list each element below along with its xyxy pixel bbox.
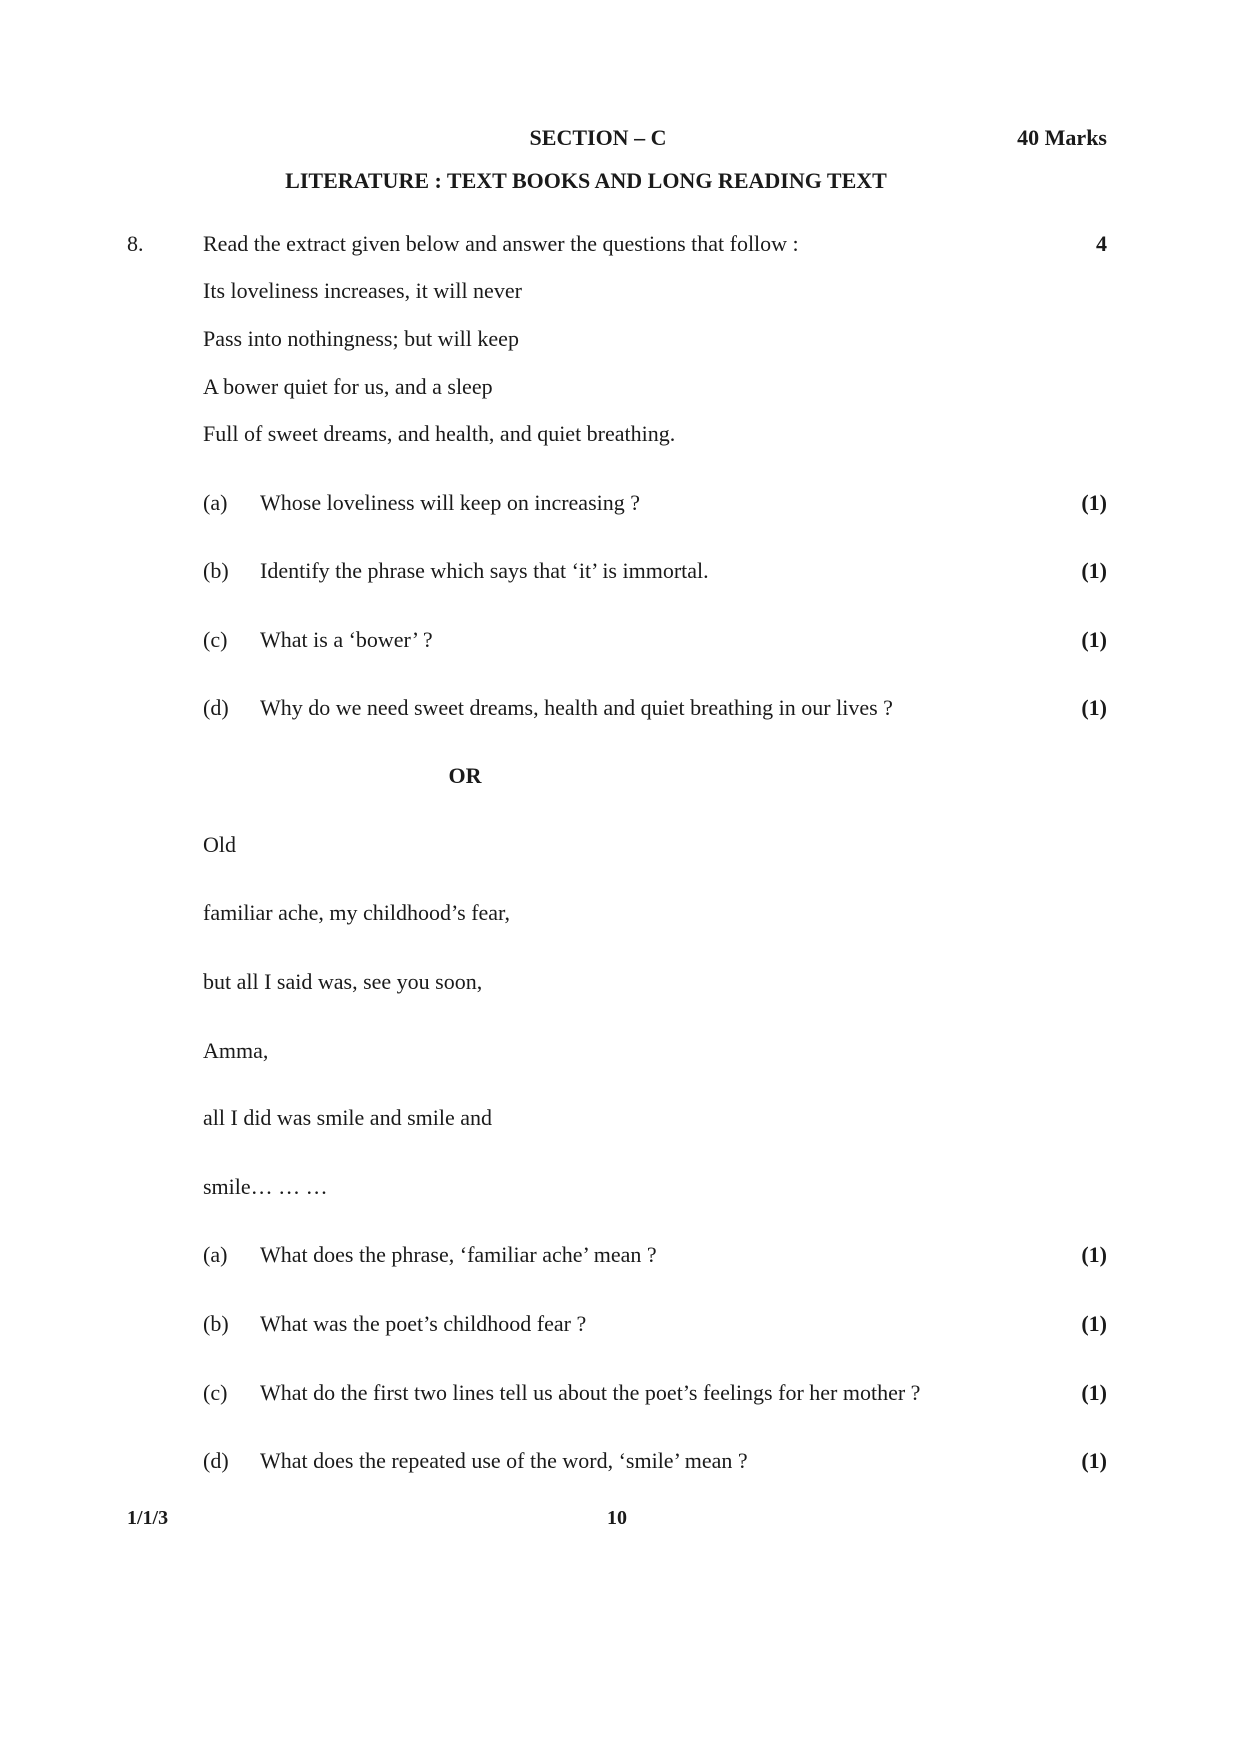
subquestion-label: (d) (203, 1448, 229, 1473)
extract2-line: smile… … … (203, 1174, 328, 1199)
subquestion-marks: (1) (1081, 1311, 1107, 1336)
subquestion-marks: (1) (1081, 1380, 1107, 1405)
page-number: 10 (607, 1507, 627, 1529)
section-marks: 40 Marks (1017, 125, 1107, 150)
subquestion-text: What does the phrase, ‘familiar ache’ mean ? (260, 1242, 657, 1267)
or-divider: OR (448, 763, 482, 788)
extract1-line: Pass into nothingness; but will keep (203, 326, 519, 351)
section-title: SECTION – C (529, 125, 667, 150)
subquestion-text: What was the poet’s childhood fear ? (260, 1311, 587, 1336)
subquestion-text: What does the repeated use of the word, ‘smile’ mean ? (260, 1448, 748, 1473)
subquestion-marks: (1) (1081, 1448, 1107, 1473)
subquestion-label: (c) (203, 627, 228, 652)
subquestion-label: (c) (203, 1380, 228, 1405)
subquestion-marks: (1) (1081, 1242, 1107, 1267)
subquestion-label: (d) (203, 695, 229, 720)
subquestion-text: Whose loveliness will keep on increasing ? (260, 490, 641, 515)
section-subtitle: LITERATURE : TEXT BOOKS AND LONG READING TEXT (285, 168, 887, 193)
subquestion-marks: (1) (1081, 627, 1107, 652)
subquestion-marks: (1) (1081, 490, 1107, 515)
subquestion-text: What do the first two lines tell us about the poet’s feelings for her mother ? (260, 1380, 921, 1405)
subquestion-label: (a) (203, 1242, 228, 1267)
extract1-line: Full of sweet dreams, and health, and quiet breathing. (203, 421, 676, 446)
subquestion-marks: (1) (1081, 695, 1107, 720)
subquestion-label: (a) (203, 490, 228, 515)
subquestion-text: Why do we need sweet dreams, health and quiet breathing in our lives ? (260, 695, 893, 720)
extract1-line: A bower quiet for us, and a sleep (203, 374, 493, 399)
extract2-line: familiar ache, my childhood’s fear, (203, 900, 511, 925)
subquestion-label: (b) (203, 1311, 229, 1336)
paper-code: 1/1/3 (127, 1507, 169, 1529)
subquestion-marks: (1) (1081, 558, 1107, 583)
question-instruction: Read the extract given below and answer the questions that follow : (203, 231, 799, 256)
extract2-line: but all I said was, see you soon, (203, 969, 483, 994)
subquestion-label: (b) (203, 558, 229, 583)
extract2-line: Old (203, 832, 236, 857)
question-number: 8. (127, 231, 144, 256)
question-marks: 4 (1096, 231, 1107, 256)
extract2-line: all I did was smile and smile and (203, 1105, 492, 1130)
extract2-line: Amma, (203, 1038, 269, 1063)
extract1-line: Its loveliness increases, it will never (203, 278, 522, 303)
subquestion-text: What is a ‘bower’ ? (260, 627, 433, 652)
subquestion-text: Identify the phrase which says that ‘it’ is immortal. (260, 558, 709, 583)
